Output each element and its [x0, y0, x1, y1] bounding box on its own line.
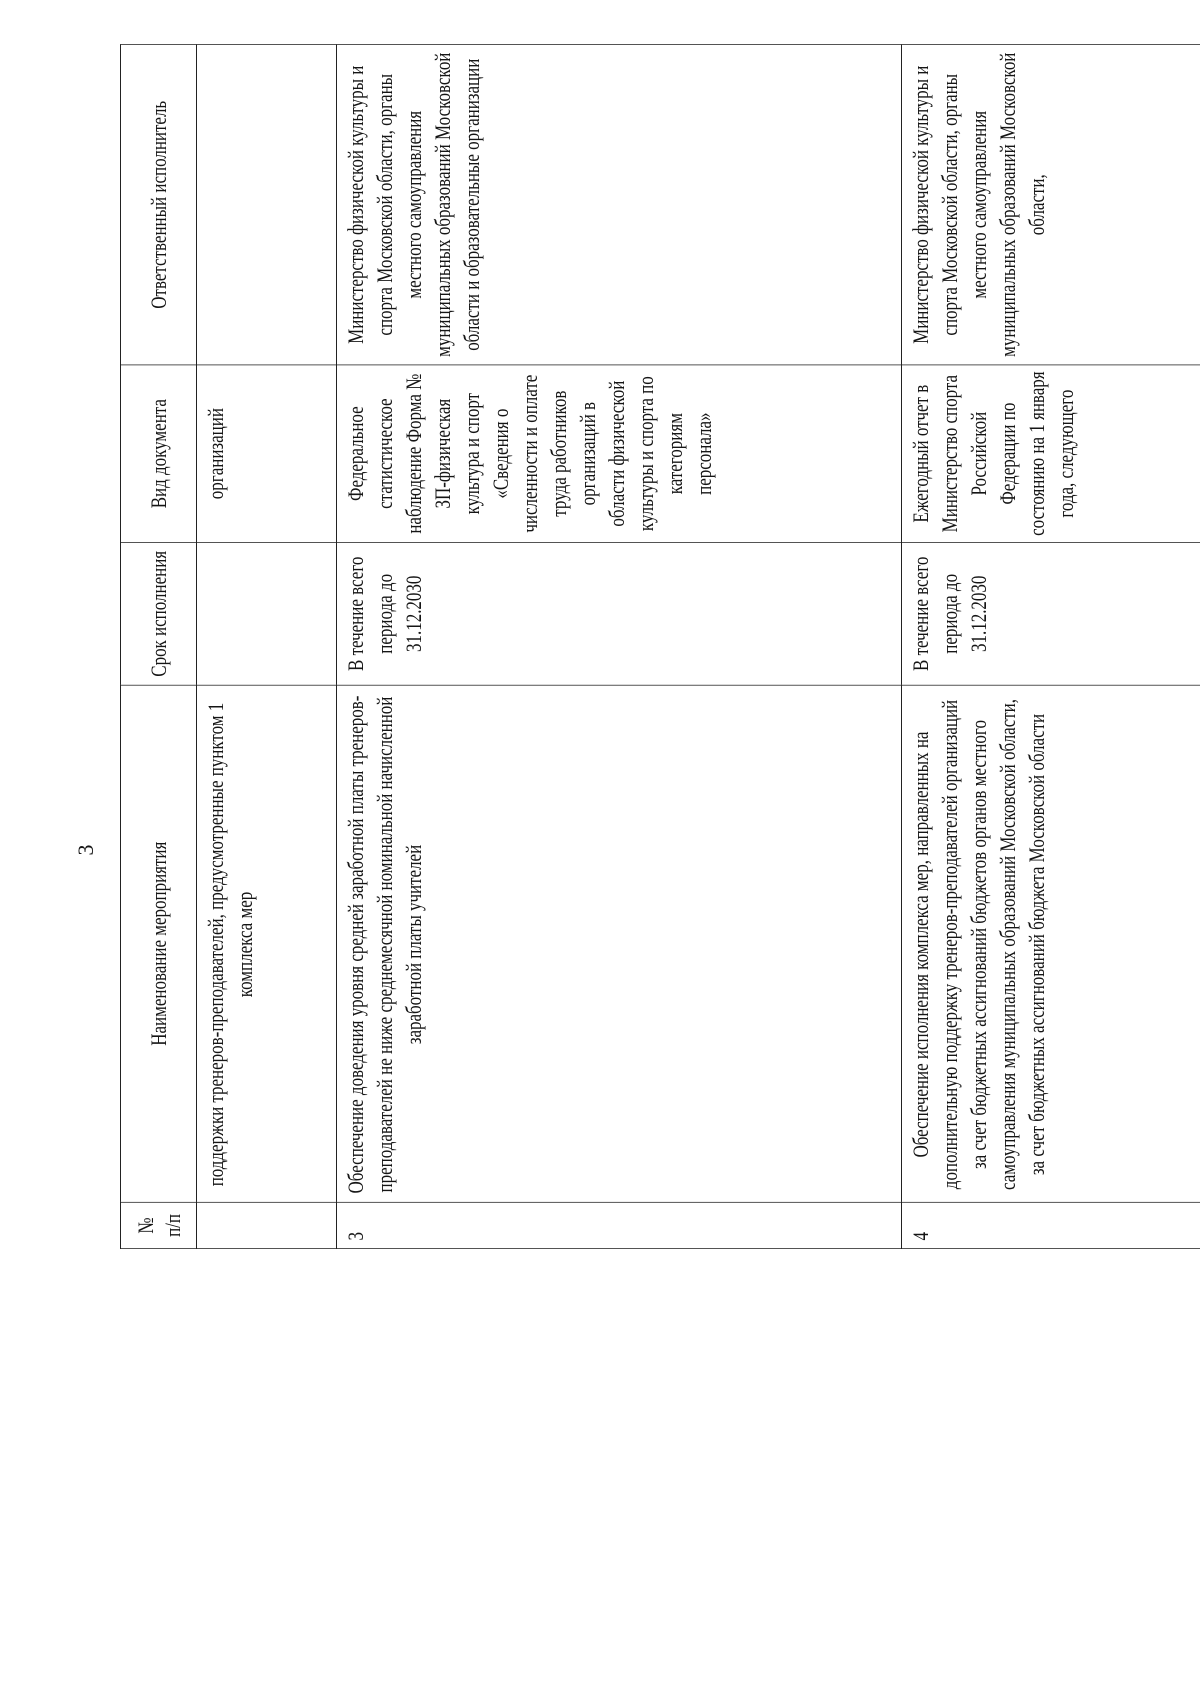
cell-name: Обеспечение исполнения комплекса мер, направленных на дополнительную поддержку тренеров-преподавателей организаций за счет бюджетных ассигнований бюджетов органов местного самоуправления муниципальных образований Московской области, за счет бюджетных ассигнований бюджета Московской области: [902, 685, 1200, 1202]
document-table-area: [120, 45, 1200, 1249]
cell-term: [197, 542, 337, 685]
cell-doc: организаций: [197, 365, 337, 543]
cell-name: Обеспечение доведения уровня средней заработной платы тренеров-преподавателей не ниже среднемесячной номинальной начисленной заработной платы учителей: [337, 685, 902, 1202]
table-row: [902, 45, 1200, 1249]
cell-doc: Федеральное статистическое наблюдение Форма № ЗП-физическая культура и спорт «Сведения о численности и оплате труда работников организаций в области физической культуры и спорта по категориям персонала»: [337, 365, 902, 543]
cell-executor: Министерство физической культуры и спорта Московской области, органы местного самоуправления муниципальных образований Московской области и образовательные организации: [337, 45, 902, 365]
header-executor: Ответственный исполнитель: [121, 45, 197, 365]
page-number: 3: [73, 844, 98, 856]
header-num: № п/п: [121, 1202, 197, 1248]
table-row: [337, 45, 902, 1249]
measures-table: [120, 44, 1200, 1249]
cell-term: В течение всего периода до 31.12.2030: [337, 542, 902, 685]
cell-num: [197, 1202, 337, 1248]
cell-num: 3: [337, 1202, 902, 1248]
header-term: Срок исполнения: [121, 542, 197, 685]
header-doc: Вид документа: [121, 365, 197, 543]
cell-executor: [197, 45, 337, 365]
cell-term: В течение всего периода до 31.12.2030: [902, 542, 1200, 685]
header-name: Наименование мероприятия: [121, 685, 197, 1202]
cell-doc: Ежегодный отчет в Министерство спорта Российской Федерации по состоянию на 1 января года, следующего: [902, 365, 1200, 543]
table-row: [197, 45, 337, 1249]
cell-num: 4: [902, 1202, 1200, 1248]
cell-executor: Министерство физической культуры и спорта Московской области, органы местного самоуправления муниципальных образований Московской области,: [902, 45, 1200, 365]
table-header-row: [121, 45, 197, 1249]
cell-name: поддержки тренеров-преподавателей, предусмотренные пунктом 1 комплекса мер: [197, 685, 337, 1202]
